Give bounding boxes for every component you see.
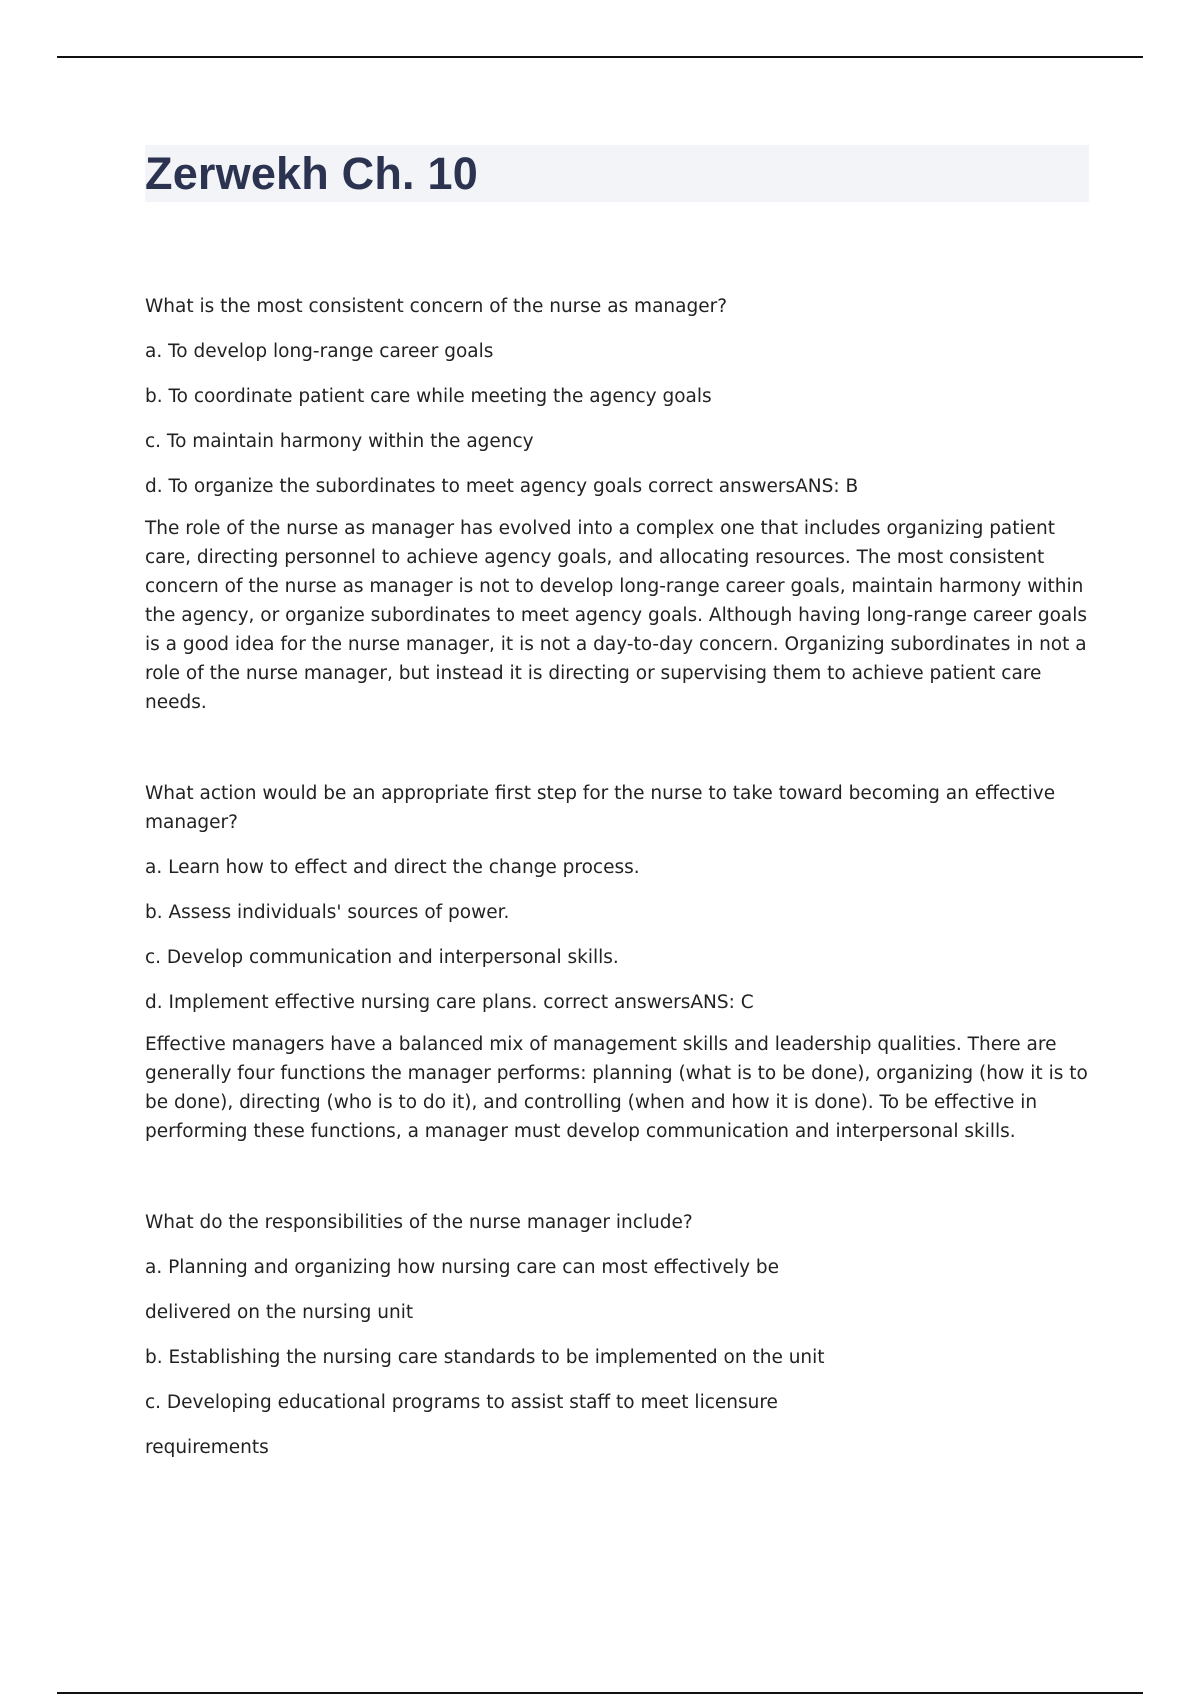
rationale-paragraph: The role of the nurse as manager has evolved into a complex one that includes organizing patient care, directing personnel to achieve agency goals, and allocating resources. The most consistent concern of the nurse as manager is not to develop long-range career goals, maintain harmony within the agency, or organize subordinates to meet agency goals. Although having long-range career goals is a good idea for the nurse manager, it is not a day-to-day concern. Organizing subordinates in not a role of the nurse manager, but instead it is directing or supervising them to achieve patient care needs. bbox=[145, 518, 1088, 713]
answer-option: b. Assess individuals' sources of power. bbox=[145, 902, 510, 923]
answer-option: d. Implement effective nursing care plans. correct answersANS: C bbox=[145, 992, 754, 1013]
answer-option-continuation: requirements bbox=[145, 1437, 269, 1458]
question-stem: What action would be an appropriate first step for the nurse to take toward becoming an effective manager? bbox=[145, 783, 1056, 833]
question-2 bbox=[145, 779, 1089, 1146]
answer-option: a. Planning and organizing how nursing care can most effectively be bbox=[145, 1257, 780, 1278]
answer-option-continuation: delivered on the nursing unit bbox=[145, 1302, 414, 1323]
answer-option: a. To develop long-range career goals bbox=[145, 341, 494, 362]
document-title: Zerwekh Ch. 10 bbox=[145, 148, 478, 199]
question-stem: What is the most consistent concern of the nurse as manager? bbox=[145, 296, 728, 317]
answer-option: b. To coordinate patient care while meeting the agency goals bbox=[145, 386, 712, 407]
rationale-paragraph: Effective managers have a balanced mix of management skills and leadership qualities. There are generally four functions the manager performs: planning (what is to be done), organizing (how it is to be done), directing (who is to do it), and controlling (when and how it is done). To be effective in performing these functions, a manager must develop communication and interpersonal skills. bbox=[145, 1034, 1088, 1142]
question-3 bbox=[145, 1208, 1089, 1462]
question-stem: What do the responsibilities of the nurse manager include? bbox=[145, 1212, 693, 1233]
question-1 bbox=[145, 292, 1089, 717]
title-band bbox=[145, 145, 1089, 202]
answer-option: c. To maintain harmony within the agency bbox=[145, 431, 534, 452]
answer-option: a. Learn how to effect and direct the change process. bbox=[145, 857, 640, 878]
top-rule bbox=[57, 56, 1143, 58]
answer-option: c. Develop communication and interpersonal skills. bbox=[145, 947, 619, 968]
answer-option: d. To organize the subordinates to meet agency goals correct answersANS: B bbox=[145, 476, 859, 497]
document-body bbox=[145, 145, 1089, 1462]
answer-option: b. Establishing the nursing care standards to be implemented on the unit bbox=[145, 1347, 825, 1368]
answer-option: c. Developing educational programs to assist staff to meet licensure bbox=[145, 1392, 778, 1413]
bottom-rule bbox=[57, 1692, 1143, 1694]
